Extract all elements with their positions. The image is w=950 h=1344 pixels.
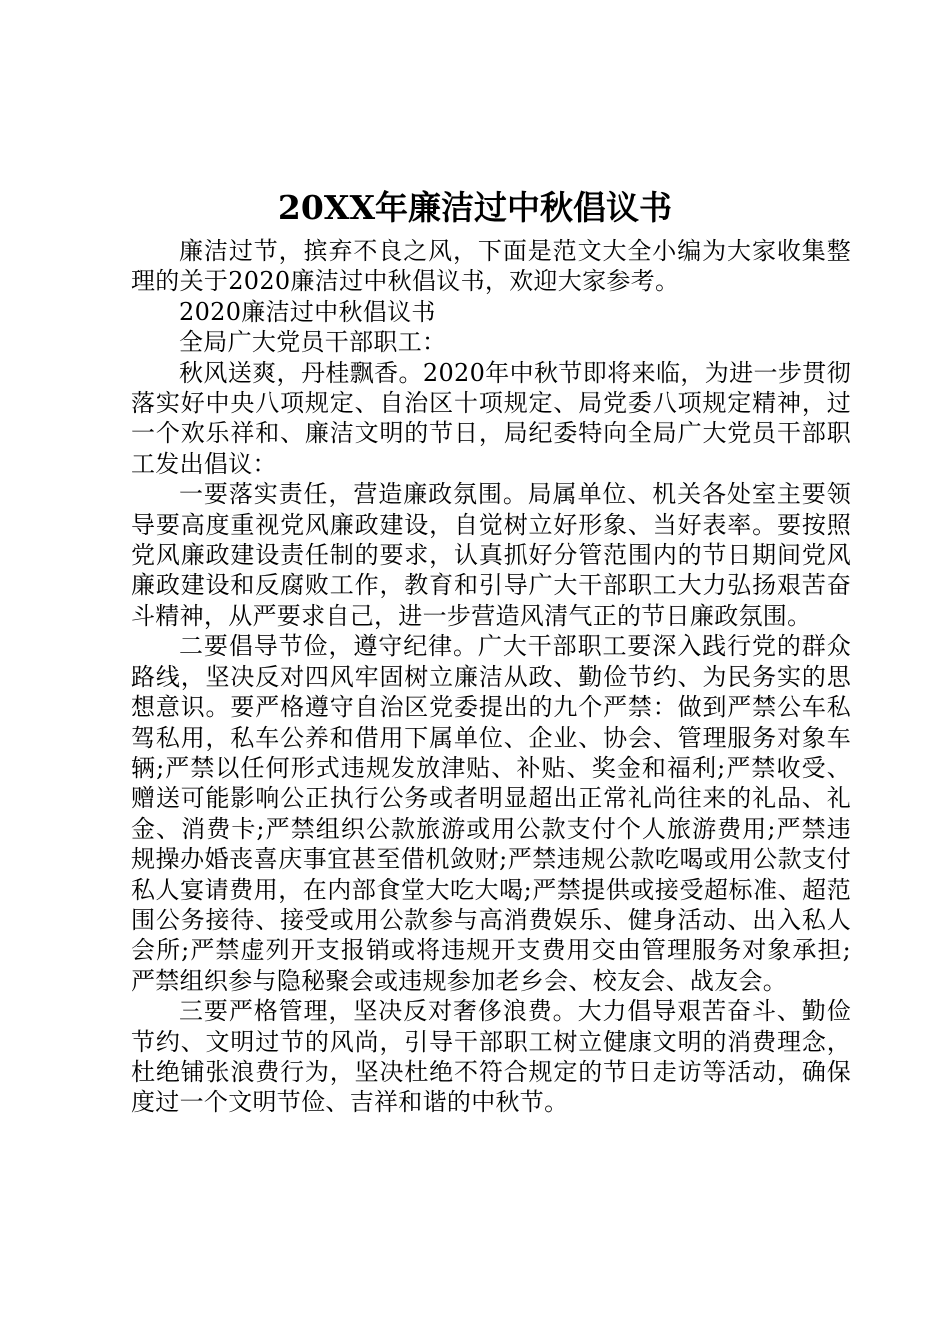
document-body — [131, 236, 851, 1118]
document-title: 20XX年廉洁过中秋倡议书 — [277, 188, 673, 227]
subtitle-line: 2020廉洁过中秋倡议书 — [179, 297, 436, 326]
intro-paragraph: 廉洁过节，摈弃不良之风，下面是范文大全小编为大家收集整理的关于2020廉洁过中秋倡议书，欢迎大家参考。 — [131, 237, 851, 296]
opening-paragraph: 秋风送爽，丹桂飘香。2020年中秋节即将来临，为进一步贯彻落实好中央八项规定、自治区十项规定、局党委八项规定精神，过一个欢乐祥和、廉洁文明的节日，局纪委特向全局广大党员干部职工发出倡议： — [131, 358, 851, 478]
salutation-line: 全局广大党员干部职工： — [179, 328, 447, 357]
point-three-paragraph: 三要严格管理，坚决反对奢侈浪费。大力倡导艰苦奋斗、勤俭节约、文明过节的风尚，引导干部职工树立健康文明的消费理念，杜绝铺张浪费行为，坚决杜绝不符合规定的节日走访等活动，确保度过一个文明节俭、吉祥和谐的中秋节。 — [131, 997, 851, 1117]
point-two-paragraph: 二要倡导节俭，遵守纪律。广大干部职工要深入践行党的群众路线，坚决反对四风牢固树立廉洁从政、勤俭节约、为民务实的思想意识。要严格遵守自治区党委提出的九个严禁：做到严禁公车私驾私用，私车公养和借用下属单位、企业、协会、管理服务对象车辆;严禁以任何形式违规发放津贴、补贴、奖金和福利;严禁收受、赠送可能影响公正执行公务或者明显超出正常礼尚往来的礼品、礼金、消费卡;严禁组织公款旅游或用公款支付个人旅游费用;严禁违规操办婚丧喜庆事宜甚至借机敛财;严禁违规公款吃喝或用公款支付私人宴请费用，在内部食堂大吃大喝;严禁提供或接受超标准、超范围公务接待、接受或用公款参与高消费娱乐、健身活动、出入私人会所;严禁虚列开支报销或将违规开支费用交由管理服务对象承担;严禁组织参与隐秘聚会或违规参加老乡会、校友会、战友会。 — [131, 632, 851, 995]
point-one-paragraph: 一要落实责任，营造廉政氛围。局属单位、机关各处室主要领导要高度重视党风廉政建设，自觉树立好形象、当好表率。要按照党风廉政建设责任制的要求，认真抓好分管范围内的节日期间党风廉政建设和反腐败工作，教育和引导广大干部职工大力弘扬艰苦奋斗精神，从严要求自己，进一步营造风清气正的节日廉政氛围。 — [131, 480, 851, 630]
